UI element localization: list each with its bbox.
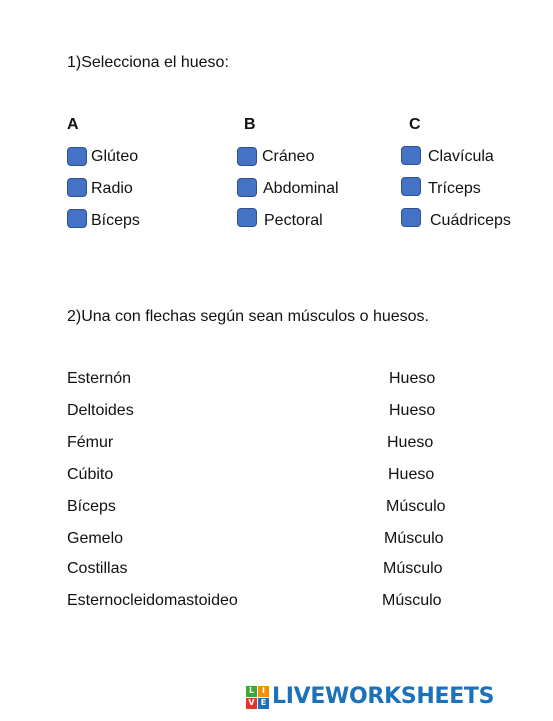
question-2-title: 2)Una con flechas según sean músculos o huesos. bbox=[67, 308, 429, 325]
option-label: Radio bbox=[91, 180, 133, 197]
checkbox-triceps[interactable] bbox=[401, 177, 421, 196]
column-b-header: B bbox=[244, 116, 256, 133]
checkbox-cuadriceps[interactable] bbox=[401, 208, 421, 227]
option-label: Glúteo bbox=[91, 148, 139, 165]
checkbox-radio[interactable] bbox=[67, 178, 87, 197]
checkbox-pectoral[interactable] bbox=[237, 208, 257, 227]
logo-letter: I bbox=[258, 686, 269, 697]
left-term[interactable]: Costillas bbox=[67, 560, 128, 577]
option-label: Abdominal bbox=[263, 180, 339, 197]
right-term[interactable]: Músculo bbox=[384, 530, 444, 547]
right-term[interactable]: Hueso bbox=[388, 466, 435, 483]
left-term[interactable]: Esternón bbox=[67, 370, 132, 387]
checkbox-gluteo[interactable] bbox=[67, 147, 87, 166]
checkbox-biceps[interactable] bbox=[67, 209, 87, 228]
right-term[interactable]: Músculo bbox=[386, 498, 446, 515]
right-term[interactable]: Hueso bbox=[387, 434, 434, 451]
option-label: Bíceps bbox=[91, 212, 140, 229]
right-term[interactable]: Músculo bbox=[383, 560, 443, 577]
right-term[interactable]: Hueso bbox=[389, 370, 436, 387]
right-term[interactable]: Hueso bbox=[389, 402, 436, 419]
logo-letter: L bbox=[246, 686, 257, 697]
logo-letter: E bbox=[258, 698, 269, 709]
logo-letter: V bbox=[246, 698, 257, 709]
left-term[interactable]: Bíceps bbox=[67, 498, 116, 515]
option-label: Cráneo bbox=[262, 148, 315, 165]
logo-text: LIVEWORKSHEETS bbox=[272, 684, 495, 709]
option-label: Tríceps bbox=[428, 180, 481, 197]
left-term[interactable]: Gemelo bbox=[67, 530, 124, 547]
logo-mark-icon bbox=[246, 686, 269, 709]
option-label: Cuádriceps bbox=[430, 212, 511, 229]
left-term[interactable]: Fémur bbox=[67, 434, 114, 451]
left-term[interactable]: Cúbito bbox=[67, 466, 114, 483]
column-a-header: A bbox=[67, 116, 79, 133]
option-label: Pectoral bbox=[264, 212, 323, 229]
liveworksheets-logo bbox=[246, 684, 494, 710]
question-1-title: 1)Selecciona el hueso: bbox=[67, 54, 229, 71]
left-term[interactable]: Esternocleidomastoideo bbox=[67, 592, 238, 609]
option-label: Clavícula bbox=[428, 148, 494, 165]
checkbox-clavicula[interactable] bbox=[401, 146, 421, 165]
checkbox-abdominal[interactable] bbox=[237, 178, 257, 197]
column-c-header: C bbox=[409, 116, 421, 133]
checkbox-craneo[interactable] bbox=[237, 147, 257, 166]
right-term[interactable]: Músculo bbox=[382, 592, 442, 609]
left-term[interactable]: Deltoides bbox=[67, 402, 134, 419]
